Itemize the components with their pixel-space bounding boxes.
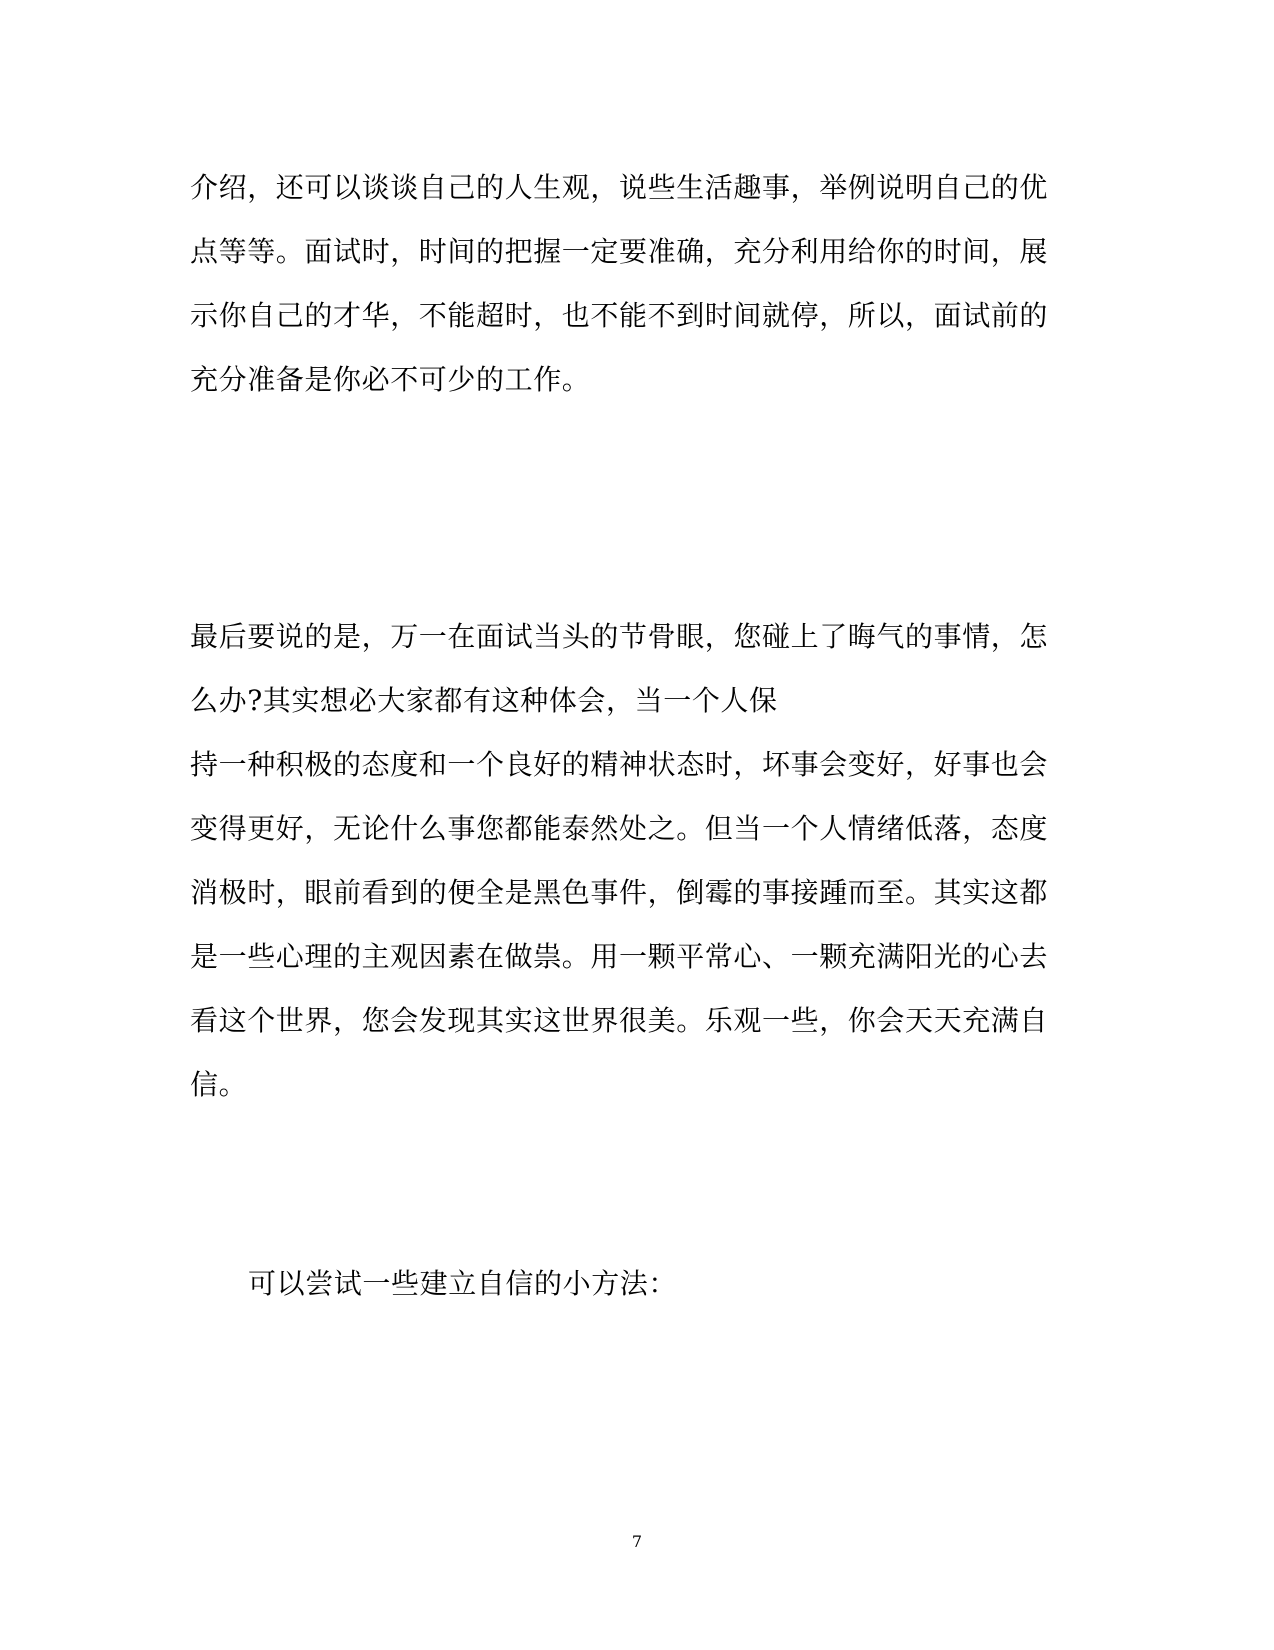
paragraph-2-line-1: 最后要说的是，万一在面试当头的节骨眼，您碰上了晦气的事情，怎 [190,620,1049,653]
paragraph-3-line-1: 可以尝试一些建立自信的小方法： [248,1267,678,1300]
paragraph-2-line-5: 消极时，眼前看到的便全是黑色事件，倒霉的事接踵而至。其实这都 [190,876,1049,909]
paragraph-1-line-3: 示你自己的才华，不能超时，也不能不到时间就停，所以，面试前的 [190,299,1049,332]
paragraph-2-line-6: 是一些心理的主观因素在做祟。用一颗平常心、一颗充满阳光的心去 [190,940,1049,973]
paragraph-2-line-8: 信。 [190,1068,248,1101]
paragraph-2-line-4: 变得更好，无论什么事您都能泰然处之。但当一个人情绪低落，态度 [190,812,1049,845]
paragraph-1-line-4: 充分准备是你必不可少的工作。 [190,363,591,396]
paragraph-1-line-2: 点等等。面试时，时间的把握一定要准确，充分利用给你的时间，展 [190,235,1049,268]
paragraph-1-line-1: 介绍，还可以谈谈自己的人生观，说些生活趣事，举例说明自己的优 [190,171,1049,204]
paragraph-2-line-7: 看这个世界，您会发现其实这世界很美。乐观一些，你会天天充满自 [190,1004,1049,1037]
page-number: 7 [631,1532,643,1551]
paragraph-2-line-3: 持一种积极的态度和一个良好的精神状态时，坏事会变好，好事也会 [190,748,1049,781]
paragraph-2-line-2: 么办?其实想必大家都有这种体会，当一个人保 [190,684,778,717]
